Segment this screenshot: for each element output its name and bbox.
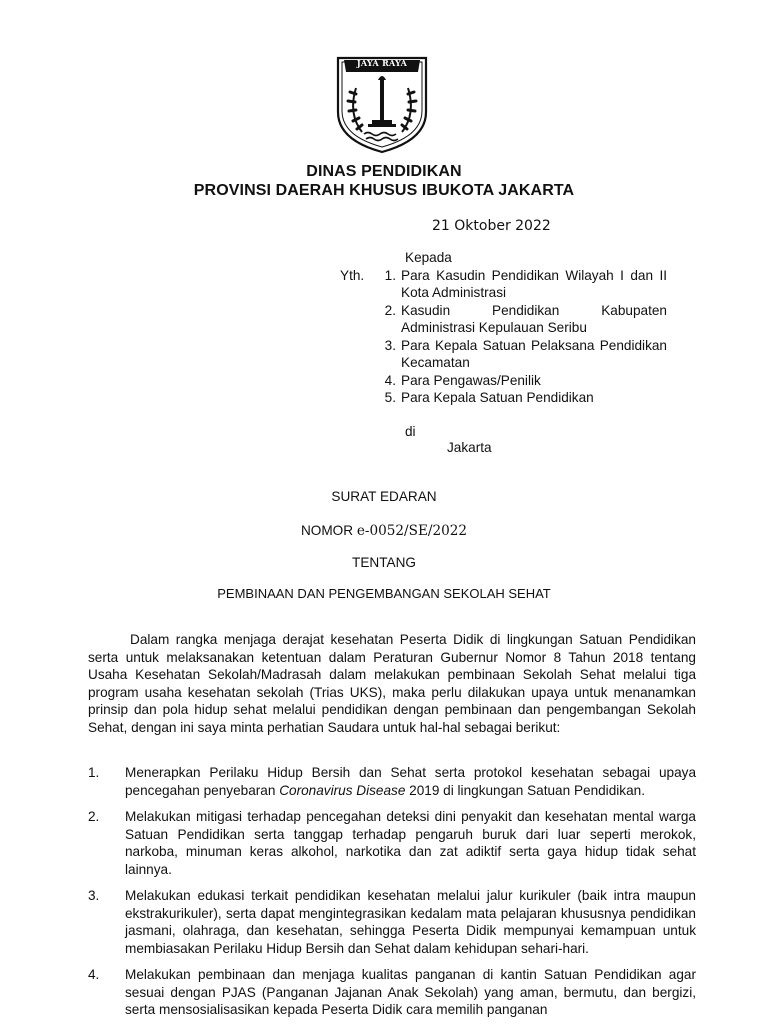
list-item: 4. Para Pengawas/Penilik	[384, 372, 541, 388]
list-item: 3. Melakukan edukasi terkait pendidikan kesehatan melalui jalur kurikuler (baik intra maupun ekstrakurikuler), serta dapat mengintegrasikan kedalam mata pelajaran khususnya pendidikan jasmani, olahraga, dan kesehatan, sehingga Peserta Didik mempunyai kemampuan untuk membiasakan Perilaku Hidup Bersih dan Sehat dalam kehidupan sehari-hari.	[88, 888, 696, 956]
di-label: di	[405, 424, 416, 439]
instruction-list	[88, 764, 696, 1028]
list-item: 1. Menerapkan Perilaku Hidup Bersih dan Sehat serta protokol kesehatan sebagai upaya pencegahan penyebaran Coronavirus Disease 2019 di lingkungan Satuan Pendidikan.	[88, 765, 696, 798]
letter-subject: PEMBINAAN DAN PENGEMBANGAN SEKOLAH SEHAT	[217, 586, 551, 601]
recipient-block	[340, 249, 700, 407]
logo-text: JAYA RAYA	[356, 58, 408, 68]
recipient-list	[380, 267, 667, 407]
list-item: 1. Para Kasudin Pendidikan Wilayah I dan II Kota Administrasi	[384, 267, 667, 300]
letter-date: 21 Oktober 2022	[432, 218, 551, 234]
header-line-1: DINAS PENDIDIKAN	[306, 163, 462, 180]
header-line-2: PROVINSI DAERAH KHUSUS IBUKOTA JAKARTA	[193, 182, 575, 199]
jakarta-coat-of-arms-logo	[334, 54, 430, 154]
list-item: 5. Para Kepala Satuan Pendidikan	[384, 390, 594, 405]
letter-number: NOMOR e-0052/SE/2022	[300, 523, 468, 539]
list-item: 3. Para Kepala Satuan Pelaksana Pendidikan Kecamatan	[384, 337, 667, 370]
list-item: 4. Melakukan pembinaan dan menjaga kualitas panganan di kantin Satuan Pendidikan agar sesuai dengan PJAS (Panganan Jajanan Anak Sekolah) yang aman, bermutu, dan bergizi, serta mensosialisasikan kepada Peserta Didik cara memilih panganan	[88, 967, 696, 1017]
place-label: Jakarta	[447, 440, 492, 455]
list-item: 2. Kasudin Pendidikan Kabupaten Administrasi Kepulauan Seribu	[384, 302, 667, 335]
letter-type: SURAT EDARAN	[331, 489, 437, 504]
tentang-label: TENTANG	[352, 555, 416, 570]
intro-paragraph: Dalam rangka menjaga derajat kesehatan Peserta Didik di lingkungan Satuan Pendidikan serta untuk melaksanakan ketentuan dalam Peraturan Gubernur Nomor 8 Tahun 2018 tentang Usaha Kesehatan Sekolah/Madrasah dalam melakukan pembinaan Sekolah Sehat melalui tiga program usaha kesehatan sekolah (Trias UKS), maka perlu dilakukan upaya untuk menanamkan prinsip dan pola hidup sehat melalui pendidikan dengan pembinaan dan pengembangan Sekolah Sehat, dengan ini saya minta perhatian Saudara untuk hal-hal sebagai berikut:	[88, 632, 696, 735]
list-item: 2. Melakukan mitigasi terhadap pencegahan deteksi dini penyakit dan kesehatan mental warga Satuan Pendidikan serta tanggap terhadap pengaruh buruk dari luar seperti merokok, narkoba, minuman keras alkohol, narkotika dan zat adiktif serta gaya hidup tidak sehat lainnya.	[88, 809, 696, 877]
kepada-label: Kepada	[405, 250, 452, 265]
yth-label: Yth.	[340, 267, 365, 283]
